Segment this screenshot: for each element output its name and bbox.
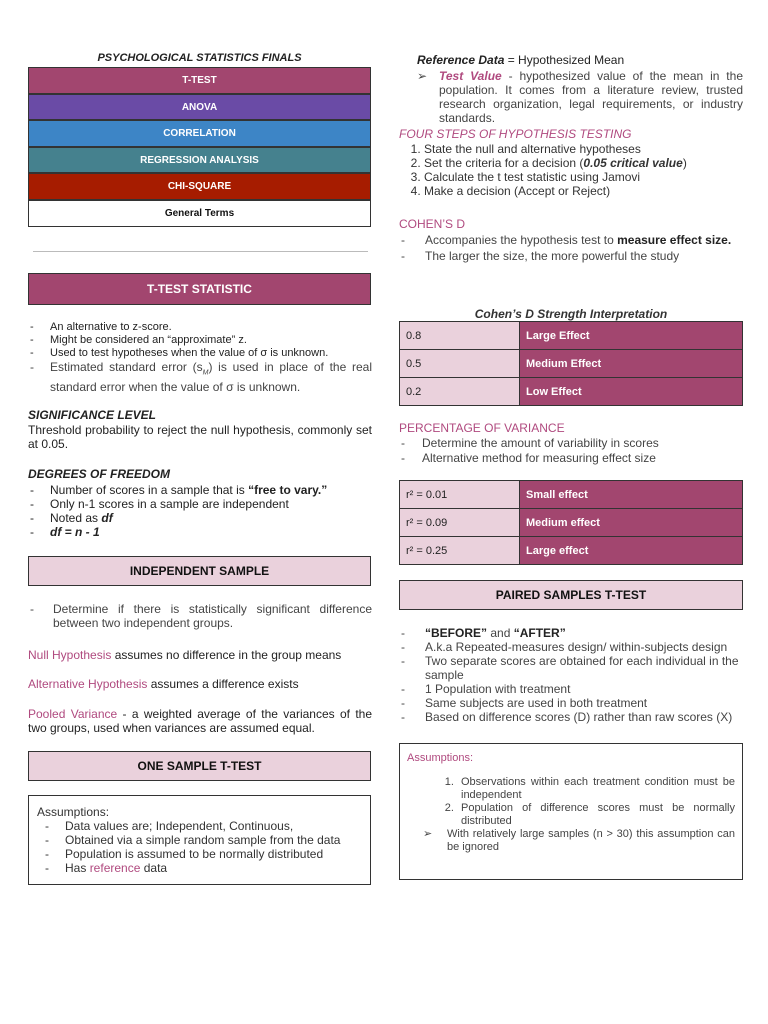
bullet-text: Determine the amount of variability in scores xyxy=(422,436,659,450)
bullet-text: Two separate scores are obtained for each individual in the sample xyxy=(425,654,739,682)
list-item xyxy=(28,483,372,497)
bullet-text: ) is used in place of the real standard error when the value of σ is unknown. xyxy=(50,360,372,395)
table-row xyxy=(400,537,743,565)
definition: = Hypothesized Mean xyxy=(504,53,625,67)
nav-regression-analysis[interactable]: REGRESSION ANALYSIS xyxy=(28,147,371,174)
step-text: State the null and alternative hypotheses xyxy=(424,142,641,156)
pooled-variance xyxy=(28,707,372,735)
independent-sample-heading: INDEPENDENT SAMPLE xyxy=(28,556,371,586)
four-steps-list xyxy=(399,142,764,198)
assumption-text: Observations within each treatment condition must be independent xyxy=(461,776,735,801)
variance-effect-table xyxy=(399,480,743,565)
step-text: Make a decision (Accept or Reject) xyxy=(424,184,611,198)
list-item xyxy=(399,640,743,654)
paired-assumptions-box xyxy=(399,743,743,880)
bullet-text: Has xyxy=(65,861,90,875)
table-cell: 0.8 xyxy=(400,322,520,350)
independent-bullets xyxy=(28,602,372,630)
nav-anova[interactable]: ANOVA xyxy=(28,94,371,121)
assumptions-list xyxy=(43,819,362,875)
bullet-text: 1 Population with treatment xyxy=(425,682,571,696)
nav-t-test[interactable]: T-TEST xyxy=(28,67,371,94)
bullet-text: Same subjects are used in both treatment xyxy=(425,696,648,710)
bullet-text: “AFTER” xyxy=(513,626,566,640)
four-steps-title: FOUR STEPS OF HYPOTHESIS TESTING xyxy=(399,127,632,141)
reference-data xyxy=(417,53,743,67)
cohens-d-title: COHEN’S D xyxy=(399,217,466,231)
pov-bullets xyxy=(399,436,743,465)
paired-bullets xyxy=(399,626,743,724)
term: Pooled Variance xyxy=(28,707,118,721)
list-item xyxy=(424,156,764,170)
test-value xyxy=(417,69,743,125)
list-item xyxy=(399,696,743,710)
table-cell: Large effect xyxy=(520,537,743,565)
assumptions-title: Assumptions: xyxy=(407,752,474,764)
list-item xyxy=(424,142,764,156)
table-cell: Large Effect xyxy=(520,322,743,350)
list-item xyxy=(424,170,764,184)
arrow-bullet-icon: ➢ xyxy=(423,828,433,840)
term: Test Value xyxy=(439,69,502,83)
list-item xyxy=(43,819,362,833)
assumptions-title: Assumptions: xyxy=(37,805,110,819)
list-item xyxy=(28,525,372,539)
list-item xyxy=(424,184,764,198)
list-item xyxy=(28,347,372,360)
list-item xyxy=(399,233,743,247)
table-cell: Medium Effect xyxy=(520,350,743,378)
assumptions-list xyxy=(407,776,735,828)
assumption-text: Population of difference scores must be normally distributed xyxy=(461,802,735,827)
table-cell: Low Effect xyxy=(520,378,743,406)
paired-samples-heading: PAIRED SAMPLES T-TEST xyxy=(399,580,743,610)
bullet-text: measure effect size. xyxy=(617,233,732,247)
bullet-text: Based on difference scores (D) rather than raw scores (X) xyxy=(425,710,733,724)
bullet-text: An alternative to z-score. xyxy=(50,321,172,333)
bullet-text: A.k.a Repeated-measures design/ within-subjects design xyxy=(425,640,728,654)
bullet-text: Might be considered an “approximate” z. xyxy=(50,334,247,346)
one-sample-heading: ONE SAMPLE T-TEST xyxy=(28,751,371,781)
arrow-bullet-icon: ➢ xyxy=(417,69,428,83)
step-text: Set the criteria for a decision ( xyxy=(424,156,584,170)
table-row xyxy=(400,350,743,378)
bullet-text: Estimated standard error (s xyxy=(50,360,203,374)
list-item xyxy=(43,833,362,847)
list-item xyxy=(399,654,743,682)
bullet-text: Data values are; Independent, Continuous, xyxy=(65,819,294,833)
cohens-table-title: Cohen’s D Strength Interpretation xyxy=(474,307,668,321)
list-item xyxy=(43,861,362,875)
table-cell: 0.5 xyxy=(400,350,520,378)
list-item xyxy=(28,321,372,334)
bullet-text: and xyxy=(487,626,514,640)
list-item xyxy=(399,626,743,640)
t-test-bullets xyxy=(28,321,372,394)
bullet-text: Number of scores in a sample that is xyxy=(50,483,249,497)
list-item xyxy=(28,511,372,525)
term: Null Hypothesis xyxy=(28,648,112,662)
bullet-text: Used to test hypotheses when the value of σ is unknown. xyxy=(50,347,329,359)
nav-chi-square[interactable]: CHI-SQUARE xyxy=(28,173,371,200)
bullet-text: Alternative method for measuring effect size xyxy=(422,451,656,465)
step-text: ) xyxy=(682,156,687,170)
bullet-text: The larger the size, the more powerful the study xyxy=(425,249,680,263)
term: Alternative Hypothesis xyxy=(28,677,148,691)
formula: df = n - 1 xyxy=(50,525,100,539)
term: reference xyxy=(89,861,141,875)
one-sample-assumptions-box xyxy=(28,795,371,885)
degrees-of-freedom-title: DEGREES OF FREEDOM xyxy=(28,467,171,481)
table-cell: r² = 0.25 xyxy=(400,537,520,565)
t-test-statistic-heading: T-TEST STATISTIC xyxy=(28,273,371,305)
null-hypothesis xyxy=(28,648,372,662)
table-row xyxy=(400,509,743,537)
table-row xyxy=(400,322,743,350)
nav-correlation[interactable]: CORRELATION xyxy=(28,120,371,147)
list-item xyxy=(399,436,743,450)
cohens-d-bullets xyxy=(399,233,743,263)
step-text: 0.05 critical value xyxy=(583,156,683,170)
list-item xyxy=(399,682,743,696)
table-cell: Small effect xyxy=(520,481,743,509)
list-item xyxy=(28,602,372,630)
divider xyxy=(33,251,368,252)
document-title: PSYCHOLOGICAL STATISTICS FINALS xyxy=(97,52,302,64)
bullet-text: Noted as xyxy=(50,511,102,525)
bullet-text: data xyxy=(140,861,168,875)
assumption-note xyxy=(423,828,735,854)
note-text: With relatively large samples (n > 30) this assumption can be ignored xyxy=(447,828,735,853)
cohens-d-table xyxy=(399,321,743,406)
step-text: Calculate the t test statistic using Jamovi xyxy=(424,170,641,184)
bullet-text: Only n-1 scores in a sample are independent xyxy=(50,497,289,511)
list-item xyxy=(399,451,743,465)
term: Reference Data xyxy=(417,53,505,67)
definition: - a weighted average of the variances of the two groups, used when variances are assumed equal. xyxy=(28,707,372,735)
table-cell: Medium effect xyxy=(520,509,743,537)
table-row xyxy=(400,481,743,509)
significance-level-text: Threshold probability to reject the null hypothesis, commonly set at 0.05. xyxy=(28,423,372,451)
bullet-text: Determine if there is statistically significant difference between two independent groups. xyxy=(53,602,372,630)
table-cell: r² = 0.01 xyxy=(400,481,520,509)
percentage-of-variance-title: PERCENTAGE OF VARIANCE xyxy=(399,421,565,435)
table-cell: 0.2 xyxy=(400,378,520,406)
df-bullets xyxy=(28,483,372,539)
definition: assumes a difference exists xyxy=(147,677,299,691)
subscript: M xyxy=(202,369,209,377)
nav-general-terms[interactable]: General Terms xyxy=(28,200,371,227)
significance-level-title: SIGNIFICANCE LEVEL xyxy=(28,408,157,422)
definition: - hypothesized value of the mean in the population. It comes from a literature review, trusted research organization, legal requirements, or industry standards. xyxy=(439,69,743,125)
table-cell: r² = 0.09 xyxy=(400,509,520,537)
topic-nav xyxy=(28,67,371,227)
definition: assumes no difference in the group means xyxy=(111,648,342,662)
bullet-text: df xyxy=(101,511,113,525)
list-item xyxy=(43,847,362,861)
bullet-text: Population is assumed to be normally distributed xyxy=(65,847,324,861)
list-item xyxy=(399,710,743,724)
list-item xyxy=(28,334,372,347)
bullet-text: “BEFORE” xyxy=(425,626,488,640)
list-item xyxy=(457,802,735,828)
list-item xyxy=(28,497,372,511)
bullet-text: “free to vary.” xyxy=(248,483,328,497)
test-value-text xyxy=(417,69,743,125)
bullet-text: Obtained via a simple random sample from the data xyxy=(65,833,341,847)
table-row xyxy=(400,378,743,406)
list-item xyxy=(399,249,743,263)
list-item xyxy=(28,360,372,394)
alternative-hypothesis xyxy=(28,677,372,691)
bullet-text: Accompanies the hypothesis test to xyxy=(425,233,618,247)
list-item xyxy=(457,776,735,802)
